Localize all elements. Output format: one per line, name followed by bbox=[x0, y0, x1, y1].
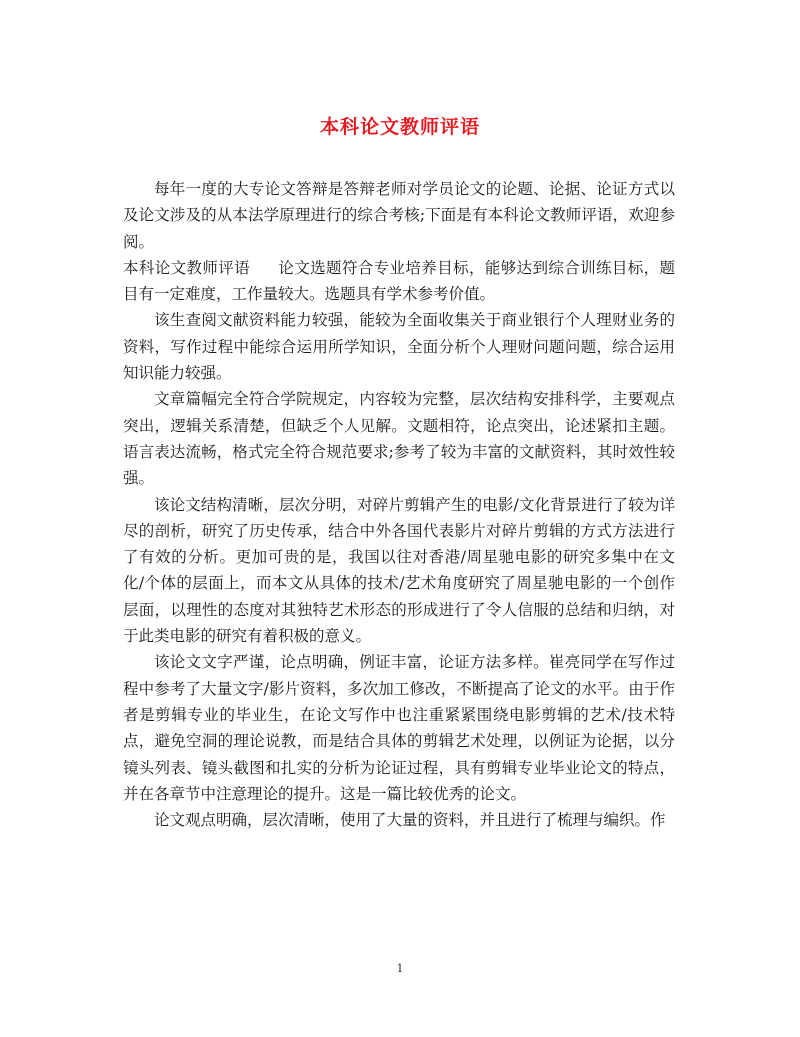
intro-paragraph: 每年一度的大专论文答辩是答辩老师对学员论文的论题、论据、论证方式以及论文涉及的从本法学原理进行的综合考核;下面是有本科论文教师评语，欢迎参阅。 bbox=[123, 180, 675, 251]
section-paragraph bbox=[123, 255, 675, 308]
page-number: 1 bbox=[396, 962, 404, 975]
body-paragraph-4: 该论文文字严谨，论点明确，例证丰富，论证方法多样。崔亮同学在写作过程中参考了大量文字/影片资料，多次加工修改，不断提高了论文的水平。由于作者是剪辑专业的毕业生，在论文写作中也注重紧紧围绕电影剪辑的艺术/技术特点，避免空洞的理论说教，而是结合具体的剪辑艺术处理，以例证为论据，以分镜头列表、镜头截图和扎实的分析为论证过程，具有剪辑专业毕业论文的特点，并在各章节中注意理论的提升。这是一篇比较优秀的论文。 bbox=[123, 653, 675, 803]
body-paragraph-5: 论文观点明确，层次清晰，使用了大量的资料，并且进行了梳理与编织。作 bbox=[154, 811, 666, 830]
document-body bbox=[123, 176, 675, 833]
body-paragraph-1: 该生查阅文献资料能力较强，能较为全面收集关于商业银行个人理财业务的资料，写作过程中能综合运用所学知识，全面分析个人理财问题问题，综合运用知识能力较强。 bbox=[123, 311, 675, 383]
section-first-text: 论文选题符合专业培养目标，能够达到综合训练目标，题目有一定难度，工作量较大。选题具有学术参考价值。 bbox=[123, 258, 675, 304]
section-label: 本科论文教师评语 bbox=[123, 258, 251, 277]
document-title: 本科论文教师评语 bbox=[319, 116, 480, 138]
body-paragraph-2: 文章篇幅完全符合学院规定，内容较为完整，层次结构安排科学，主要观点突出，逻辑关系清楚，但缺乏个人见解。文题相符，论点突出，论述紧扣主题。语言表达流畅，格式完全符合规范要求;参考了较为丰富的文献资料，其时效性较强。 bbox=[123, 390, 675, 488]
body-paragraph-3: 该论文结构清晰，层次分明，对碎片剪辑产生的电影/文化背景进行了较为详尽的剖析，研究了历史传承，结合中外各国代表影片对碎片剪辑的方式方法进行了有效的分析。更加可贵的是，我国以往对香港/周星驰电影的研究多集中在文化/个体的层面上，而本文从具体的技术/艺术角度研究了周星驰电影的一个创作层面，以理性的态度对其独特艺术形态的形成进行了令人信服的总结和归纳，对于此类电影的研究有着积极的意义。 bbox=[123, 495, 675, 646]
